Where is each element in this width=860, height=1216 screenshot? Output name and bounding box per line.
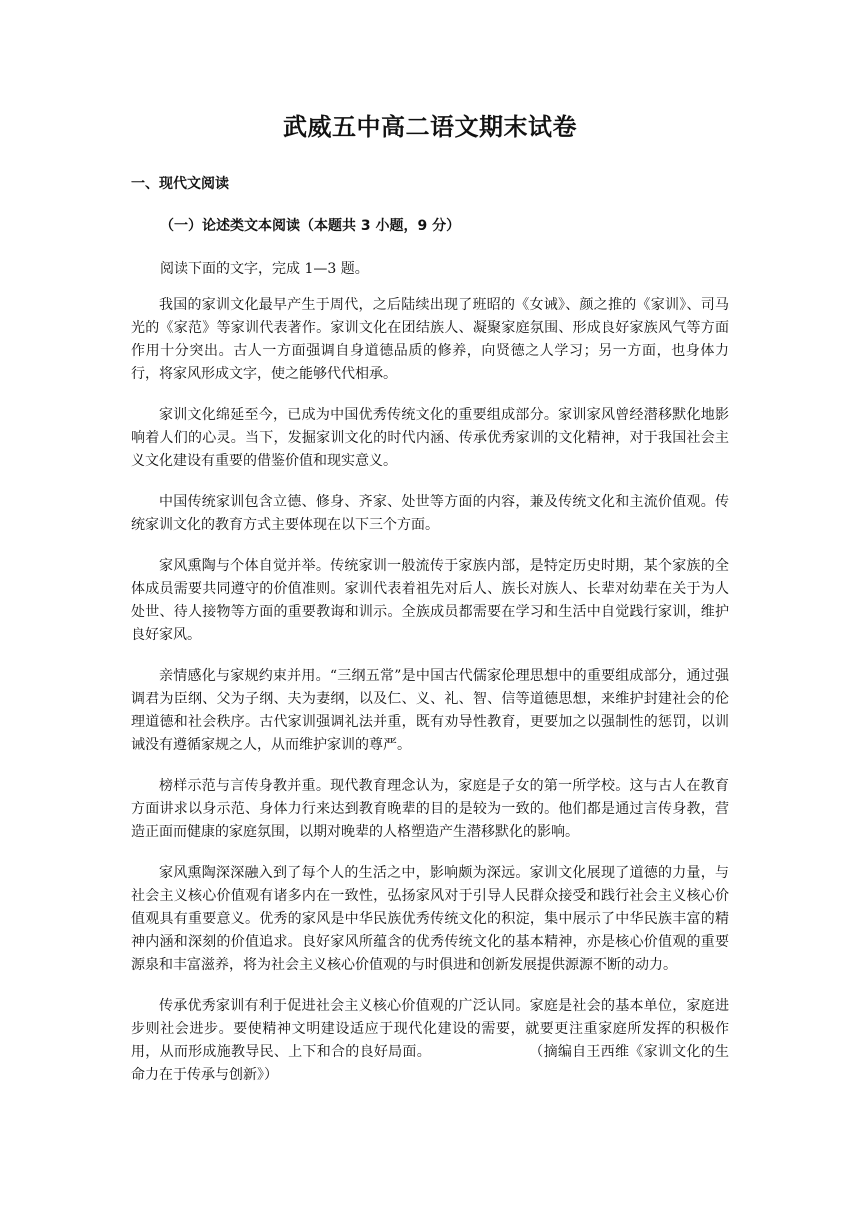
passage-paragraph-2: 家训文化绵延至今，已成为中国优秀传统文化的重要组成部分。家训家风曾经潜移默化地影响着人们的心灵。当下，发掘家训文化的时代内涵、传承优秀家训的文化精神，对于我国社会主义文化建设有重要的借鉴价值和现实意义。 <box>131 407 729 469</box>
passage-paragraph-6: 榜样示范与言传身教并重。现代教育理念认为，家庭是子女的第一所学校。这与古人在教育方面讲求以身示范、身体力行来达到教育晚辈的目的是较为一致的。他们都是通过言传身教，营造正面而健康的家庭氛围，以期对晚辈的人格塑造产生潜移默化的影响。 <box>131 778 729 840</box>
passage-paragraph-5: 亲情感化与家规约束并用。“三纲五常”是中国古代儒家伦理思想中的重要组成部分，通过强调君为臣纲、父为子纲、夫为妻纲，以及仁、义、礼、智、信等道德思想，来维护封建社会的伦理道德和社会秩序。古代家训强调礼法并重，既有劝导性教育，更要加之以强制性的惩罚，以训诫没有遵循家规之人，从而维护家训的尊严。 <box>131 668 729 753</box>
passage-paragraph-7: 家风熏陶深深融入到了每个人的生活之中，影响颇为深远。家训文化展现了道德的力量，与社会主义核心价值观有诸多内在一致性，弘扬家风对于引导人民群众接受和践行社会主义核心价值观具有重要意义。优秀的家风是中华民族优秀传统文化的积淀，集中展示了中华民族丰富的精神内涵和深刻的价值追求。良好家风所蕴含的优秀传统文化的基本精神，亦是核心价值观的重要源泉和丰富滋养，将为社会主义核心价值观的与时俱进和创新发展提供源源不断的动力。 <box>131 865 729 973</box>
reading-instruction: 阅读下面的文字，完成 1—3 题。 <box>160 261 369 277</box>
passage-paragraph-8-text: 传承优秀家训有利于促进社会主义核心价值观的广泛认同。家庭是社会的基本单位，家庭进步则社会进步。要使精神文明建设适应于现代化建设的需要，就要更注重家庭所发挥的积极作用，从而形成施教导民、上下和合的良好局面。 <box>131 998 729 1060</box>
sub-heading: （一）论述类文本阅读（本题共 3 小题，9 分） <box>160 218 461 234</box>
passage-paragraph-4: 家风熏陶与个体自觉并举。传统家训一般流传于家族内部，是特定历史时期，某个家族的全体成员需要共同遵守的价值准则。家训代表着祖先对后人、族长对族人、长辈对幼辈在关于为人处世、待人接物等方面的重要教诲和训示。全族成员都需要在学习和生活中自觉践行家训，维护良好家风。 <box>131 558 729 643</box>
section-heading: 一、现代文阅读 <box>131 176 229 192</box>
passage-paragraph-8 <box>131 995 729 1087</box>
page-title: 武威五中高二语文期末试卷 <box>283 113 577 141</box>
passage-body <box>131 294 729 1105</box>
passage-paragraph-1: 我国的家训文化最早产生于周代，之后陆续出现了班昭的《女诫》、颜之推的《家训》、司马光的《家范》等家训代表著作。家训文化在团结族人、凝聚家庭氛围、形成良好家族风气等方面作用十分突出。古人一方面强调自身道德品质的修养，向贤德之人学习；另一方面，也身体力行，将家风形成文字，使之能够代代相承。 <box>131 297 729 382</box>
passage-paragraph-3: 中国传统家训包含立德、修身、齐家、处世等方面的内容，兼及传统文化和主流价值观。传统家训文化的教育方式主要体现在以下三个方面。 <box>131 494 729 533</box>
source-note: （摘编自王西维《家训文化的生命力在于传承与创新》） <box>131 1044 729 1083</box>
